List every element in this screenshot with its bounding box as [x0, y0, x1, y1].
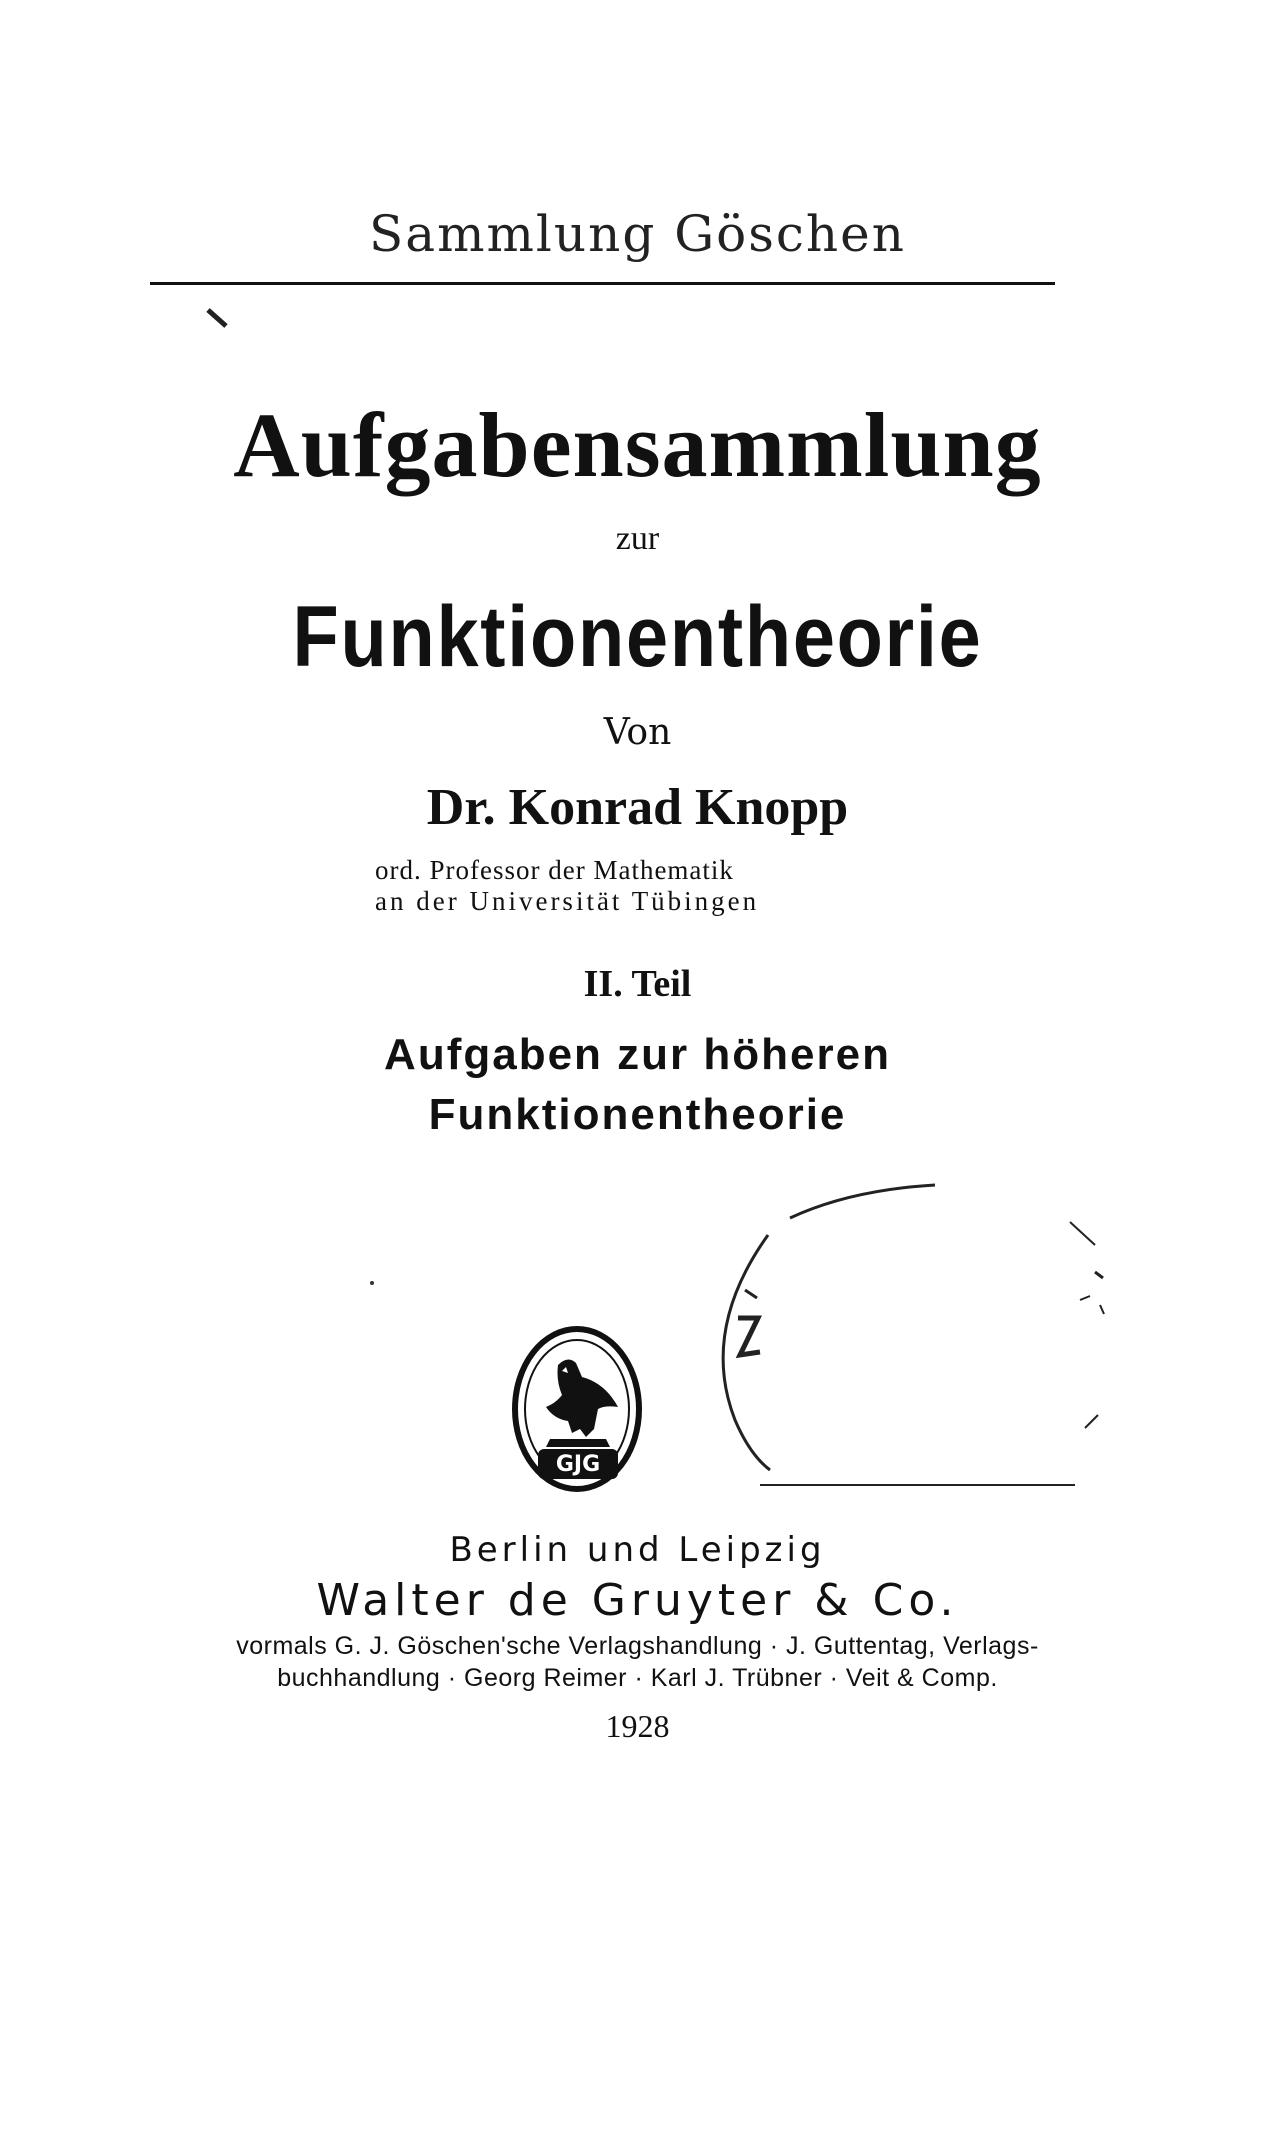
series-name: Sammlung Göschen — [369, 205, 906, 263]
publisher-name: Walter de Gruyter & Co. — [316, 1575, 959, 1626]
by-label: Von — [603, 712, 672, 753]
part-title-line2: Funktionentheorie — [428, 1090, 847, 1139]
publisher-history-line2: buchhandlung · Georg Reimer · Karl J. Trübner · Veit & Comp. — [277, 1664, 998, 1692]
author-affiliation-line2: an der Universität Tübingen — [375, 886, 760, 916]
publication-year: 1928 — [605, 1708, 670, 1744]
publisher-history-line1: vormals G. J. Göschen'sche Verlagshandlung · J. Guttentag, Verlags- — [236, 1632, 1039, 1660]
title-connector: zur — [615, 520, 660, 557]
part-number: II. Teil — [583, 963, 692, 1005]
author-affiliation-line1: ord. Professor der Mathematik — [375, 855, 734, 885]
publisher-city: Berlin und Leipzig — [449, 1530, 826, 1570]
eagle-emblem-icon — [510, 1325, 645, 1500]
series-rule — [150, 282, 1055, 285]
part-title-line1: Aufgaben zur höheren — [384, 1030, 891, 1079]
author-name: Dr. Konrad Knopp — [426, 779, 849, 836]
emblem-letters: GJG — [555, 1452, 601, 1477]
book-title: Aufgabensammlung — [233, 394, 1042, 496]
book-subtitle: Funktionentheorie — [292, 589, 983, 685]
